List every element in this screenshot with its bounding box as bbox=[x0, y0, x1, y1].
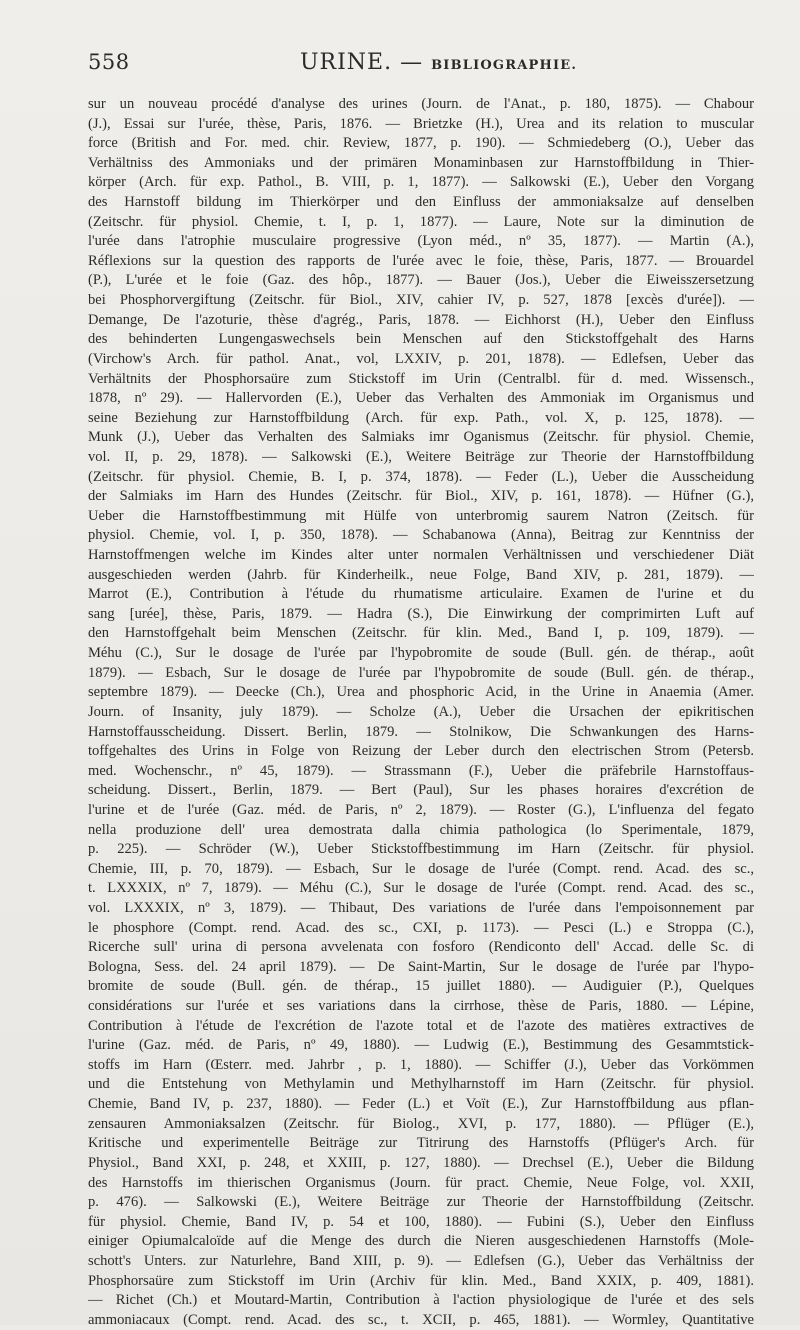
text-line: körper (Arch. für exp. Pathol., B. VIII, p. 1, 1877). — Salkowski (E.), Ueber den Vorgang bbox=[88, 174, 754, 191]
text-line: 1879). — Esbach, Sur le dosage de l'urée par l'hypobromite de soude (Bull. gén. de thérap., bbox=[88, 664, 754, 681]
text-line: force (British and For. med. chir. Review, 1877, p. 190). — Schmiedeberg (O.), Ueber das bbox=[88, 135, 754, 152]
text-line: Chemie, Band IV, p. 237, 1880). — Feder (L.) et Voït (E.), Zur Harnstoffbildung aus pflan- bbox=[88, 1096, 754, 1113]
text-line: sur un nouveau procédé d'analyse des urines (Journ. de l'Anat., p. 180, 1875). — Chabour bbox=[88, 96, 754, 112]
text-line: stoffs im Harn (Œsterr. med. Jahrbr , p. 1, 1880). — Schiffer (J.), Ueber das Vorkömmen bbox=[88, 1056, 754, 1073]
bibliography-text bbox=[88, 95, 754, 1330]
text-line: nella produzione dell' urea demostrata dalla chimia pathologica (lo Sperimentale, 1879, bbox=[88, 821, 754, 838]
text-line: l'urée dans l'atrophie musculaire progressive (Lyon méd., nº 35, 1877). — Martin (A.), bbox=[88, 233, 754, 250]
page-number: 558 bbox=[88, 50, 130, 74]
text-line: (Virchow's Arch. für pathol. Anat., vol, LXXIV, p. 201, 1878). — Edlefsen, Ueber das bbox=[88, 350, 754, 367]
page-header bbox=[88, 50, 754, 94]
text-line: seine Beziehung zur Harnstoffbildung (Arch. für exp. Path., vol. X, p. 125, 1878). — bbox=[88, 409, 754, 426]
text-line: Marrot (E.), Contribution à l'étude du rhumatisme articulaire. Examen de l'urine et du bbox=[88, 586, 754, 603]
text-line: des behinderten Lungengaswechsels bein Menschen auf den Stickstoffgehalt des Harns bbox=[88, 331, 754, 348]
text-line: (J.), Essai sur l'urée, thèse, Paris, 1876. — Brietzke (H.), Urea and its relation to muscular bbox=[88, 115, 754, 132]
text-line: einiger Opiumalcaloïde auf die Menge des durch die Nieren ausgeschiedenen Harnstoffs (Mole- bbox=[88, 1233, 754, 1250]
text-line: Harnstoffmengen welche im Kindes alter unter normalen Verhältnissen und verschiedener Diät bbox=[88, 547, 754, 564]
text-line: considérations sur l'urée et ses variations dans la cirrhose, thèse de Paris, 1880. — Lépine, bbox=[88, 998, 754, 1015]
text-line: Ricerche sull' urina di persona avvelenata con fosforo (Rendiconto dell' Accad. delle Sc. di bbox=[88, 939, 754, 956]
text-line: med. Wochenschr., nº 45, 1879). — Strassmann (F.), Ueber die präfebrile Harnstoffaus- bbox=[88, 762, 754, 779]
text-line: toffgehaltes des Urins in Folge von Reizung der Leber durch den electrischen Strom (Petersb. bbox=[88, 743, 754, 760]
text-line: der Salmiaks im Harn des Hundes (Zeitschr. für Biol., XIV, p. 161, 1878). — Hüfner (G.), bbox=[88, 488, 754, 505]
text-line: zensauren Ammoniaksalzen (Zeitschr. für Biolog., XVI, p. 177, 1880). — Pflüger (E.), bbox=[88, 1115, 754, 1132]
text-line: sang [urée], thèse, Paris, 1879. — Hadra (S.), Die Einwirkung der comprimirten Luft auf bbox=[88, 605, 754, 622]
text-line: septembre 1879). — Deecke (Ch.), Urea and phosphoric Acid, in the Urine in Anaemia (Amer. bbox=[88, 684, 754, 701]
text-line: t. LXXXIX, nº 7, 1879). — Méhu (C.), Sur le dosage de l'urée (Compt. rend. Acad. des sc., bbox=[88, 880, 754, 897]
text-line: 1878, nº 29). — Hallervorden (E.), Ueber das Verhalten des Ammoniak im Organismus und bbox=[88, 390, 754, 407]
text-line: Ueber die Harnstoffbestimmung mit Hülfe von unterbromig saurem Natron (Zeitsch. für bbox=[88, 507, 754, 524]
text-line: — Richet (Ch.) et Moutard-Martin, Contribution à l'action physiologique de l'urée et des sels bbox=[88, 1292, 754, 1309]
text-line: Contribution à l'étude de l'excrétion de l'azote total et de l'azote des matières extractives de bbox=[88, 1017, 754, 1034]
text-line: Kritische und experimentelle Beiträge zur Titrirung des Harnstoffs (Pflüger's Arch. für bbox=[88, 1135, 754, 1152]
text-line: Harnstoffausscheidung. Dissert. Berlin, 1879. — Stolnikow, Die Schwankungen des Harns- bbox=[88, 723, 754, 740]
text-line: p. 476). — Salkowski (E.), Weitere Beiträge zur Theorie der Harnstoffbildung (Zeitschr. bbox=[88, 1194, 754, 1211]
text-line: für physiol. Chemie, Band IV, p. 54 et 100, 1880). — Fubini (S.), Ueber den Einfluss bbox=[88, 1213, 754, 1230]
text-line: Verhältnits der Phosphorsaüre zum Stickstoff im Urin (Centralbl. für d. med. Wissensch., bbox=[88, 370, 754, 387]
text-line: Phosphorsaüre zum Stickstoff im Urin (Archiv für klin. Med., Band XXIX, p. 409, 1881). bbox=[88, 1272, 754, 1289]
text-line: l'urine et de l'urée (Gaz. méd. de Paris, nº 2, 1879). — Roster (G.), L'influenza del fegato bbox=[88, 801, 754, 818]
text-line: Réflexions sur la question des rapports de l'urée avec le foie, thèse, Paris, 1877. — Brouardel bbox=[88, 252, 754, 269]
running-title-subtitle: BIBLIOGRAPHIE. bbox=[431, 58, 578, 73]
text-line: Journ. of Insanity, july 1879). — Scholze (A.), Ueber die Ursachen der epikritischen bbox=[88, 703, 754, 720]
text-line: bromite de soude (Bull. gén. de thérap., 15 juillet 1880). — Audiguier (P.), Quelques bbox=[88, 978, 754, 995]
text-line: ausgeschieden werden (Jahrb. für Kinderheilk., neue Folge, Band XIV, p. 281, 1879). — bbox=[88, 566, 754, 583]
text-line: le phosphore (Compt. rend. Acad. des sc., CXI, p. 1173). — Pesci (L.) e Stroppa (C.), bbox=[88, 919, 754, 936]
text-line: Chemie, III, p. 70, 1879). — Esbach, Sur le dosage de l'urée (Compt. rend. Acad. des sc., bbox=[88, 860, 754, 877]
text-line: Physiol., Band XXI, p. 248, et XXIII, p. 127, 1880). — Drechsel (E.), Ueber die Bildung bbox=[88, 1154, 754, 1171]
text-line: physiol. Chemie, vol. I, p. 350, 1878). — Schabanowa (Anna), Beitrag zur Kenntniss der bbox=[88, 527, 754, 544]
text-line: l'urine (Gaz. méd. de Paris, nº 49, 1880). — Ludwig (E.), Bestimmung des Gesammtstick- bbox=[88, 1037, 754, 1054]
text-line: den Harnstoffgehalt beim Menschen (Zeitschr. für klin. Med., Band I, p. 109, 1879). — bbox=[88, 625, 754, 642]
text-line: Méhu (C.), Sur le dosage de l'urée par l'hypobromite de soude (Bull. gén. de thérap., août bbox=[88, 645, 754, 662]
text-line: (P.), L'urée et le foie (Gaz. des hôp., 1877). — Bauer (Jos.), Ueber die Eiweisszersetzung bbox=[88, 272, 754, 289]
text-line: (Zeitschr. für physiol. Chemie, B. I, p. 374, 1878). — Feder (L.), Ueber die Ausscheidung bbox=[88, 468, 754, 485]
text-line: Demange, De l'azoturie, thèse d'agrég., Paris, 1878. — Eichhorst (H.), Ueber den Einfluss bbox=[88, 311, 754, 328]
text-line: Bologna, Sess. del. 24 april 1879). — De Saint-Martin, Sur le dosage de l'urée par l'hypo- bbox=[88, 958, 754, 975]
running-title-main: URINE. bbox=[300, 50, 393, 75]
text-line: vol. II, p. 29, 1878). — Salkowski (E.), Weitere Beiträge zur Theorie der Harnstoffbildung bbox=[88, 448, 754, 465]
text-line: vol. LXXXIX, nº 3, 1879). — Thibaut, Des variations de l'urée dans l'empoisonnement par bbox=[88, 899, 754, 916]
text-line: p. 225). — Schröder (W.), Ueber Stickstoffbestimmung im Harn (Zeitschr. für physiol. bbox=[88, 841, 754, 858]
text-line: scheidung. Dissert., Berlin, 1879. — Bert (Paul), Sur les phases horaires d'excrétion de bbox=[88, 782, 754, 799]
text-line: bei Phosphorvergiftung (Zeitschr. für Biol., XIV, cahier IV, p. 527, 1878 [excès d'urée]). — bbox=[88, 292, 754, 309]
running-title-separator: — bbox=[400, 50, 424, 75]
text-line: des Harnstoffs im thierischen Organismus (Journ. für pract. Chemie, Neue Folge, vol. XXII, bbox=[88, 1174, 754, 1191]
running-title bbox=[300, 50, 577, 75]
text-line: schott's Unters. zur Naturlehre, Band XIII, p. 9). — Edlefsen (G.), Ueber das Verhältniss der bbox=[88, 1252, 754, 1269]
text-line: des Harnstoff bildung im Thierkörper und den Einfluss der ammoniaksalze auf denselben bbox=[88, 194, 754, 211]
text-line: Munk (J.), Ueber das Verhalten des Salmiaks imr Oganismus (Zeitschr. für physiol. Chemie, bbox=[88, 429, 754, 446]
text-line: ammoniacaux (Compt. rend. Acad. des sc., t. XCII, p. 465, 1881). — Wormley, Quantitative bbox=[88, 1311, 754, 1328]
text-line: und die Entstehung von Methylamin und Methylharnstoff im Harn (Zeitschr. für physiol. bbox=[88, 1076, 754, 1093]
text-line: (Zeitschr. für physiol. Chemie, t. I, p. 1, 1877). — Laure, Note sur la diminution de bbox=[88, 213, 754, 230]
text-line: Verhältniss des Ammoniaks und der primären Monaminbasen zur Harnstoffbildung in Thier- bbox=[88, 154, 754, 171]
